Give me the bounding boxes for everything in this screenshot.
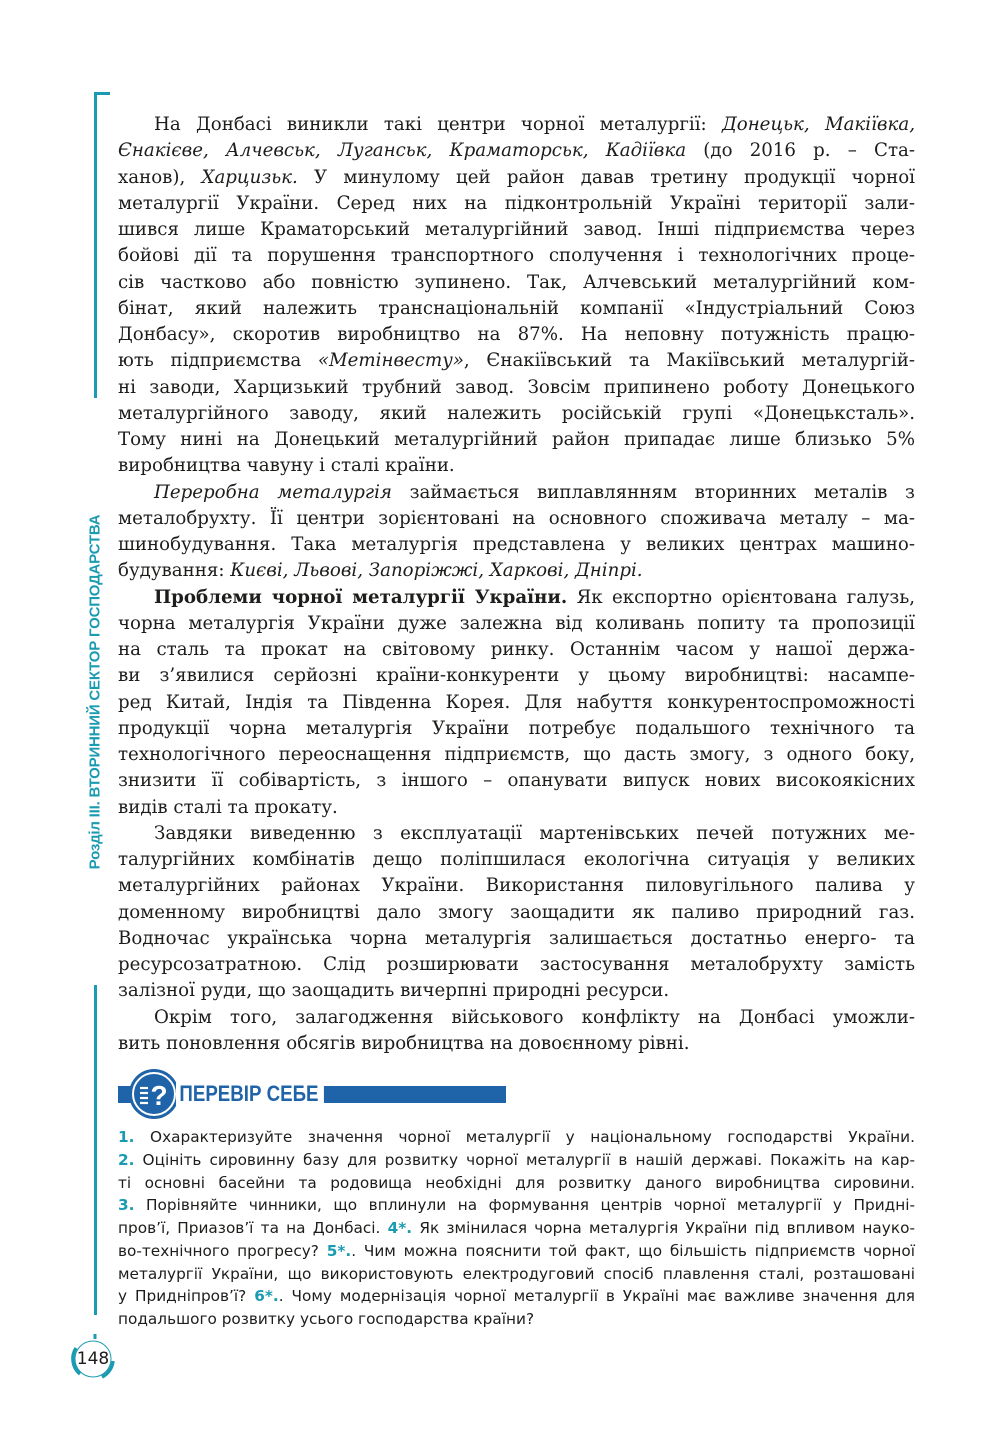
question-number: 2. [118, 1150, 135, 1169]
text-run: сів частково або повністю зупинено. Так, Алчевський металургійний ком- [118, 271, 915, 293]
text-run: вить поновлення обсягів виробництва на довоєнному рівні. [118, 1032, 690, 1054]
text-run: Тому нині на Донецький металургійний район припадає лише близько 5% [118, 429, 915, 450]
text-line [118, 873, 915, 899]
text-line [118, 978, 915, 1004]
text-line [118, 506, 915, 532]
text-run: знизити її собівартість, з іншого – опанувати випуск нових високоякісних [118, 770, 915, 792]
text-run: Оцініть сировинну базу для розвитку чорної металургії в нашій державі. Покажіть на кар- [134, 1150, 915, 1169]
text-line [118, 611, 915, 637]
question-line [118, 1149, 915, 1172]
text-run: Порівняйте чинники, що вплинули на формування центрів чорної металургії у Придні- [134, 1196, 915, 1215]
text-run: Єнакієве, Алчевськ, Луганськ, Краматорськ, Кадіївка [118, 140, 687, 162]
question-line [118, 1126, 915, 1149]
text-run: Переробна металургія [154, 481, 392, 503]
text-line [118, 217, 915, 243]
text-run: Охарактеризуйте значення чорної металургії у національному господарстві України. [134, 1128, 915, 1146]
question-number: 6*. [254, 1287, 279, 1306]
check-yourself-title: ПЕРЕВІР СЕБЕ [176, 1080, 324, 1108]
text-run: займається виплавлянням вторинних металів з [391, 481, 915, 503]
text-run: (до 2016 р. – Ста- [686, 140, 916, 162]
text-run: на сталь та прокат на світовому ринку. Останнім часом у нашої держа- [118, 639, 915, 660]
text-line [118, 663, 915, 689]
question-number: 4*. [387, 1219, 413, 1237]
text-run: доменному виробництві дало змогу заощадити як паливо природний газ. [118, 901, 915, 923]
text-run: ред Китай, Індія та Південна Корея. Для набуття конкурентоспроможності [118, 691, 915, 713]
page-number: 148 [76, 1349, 110, 1369]
text-run: Проблеми чорної металургії України. [154, 586, 568, 608]
check-yourself-header [118, 1068, 506, 1120]
text-line [118, 401, 915, 427]
section-side-label: Розділ III. ВТОРИННИЙ СЕКТОР ГОСПОДАРСТВА [86, 514, 104, 870]
text-run: ресурсозатратною. Слід розширювати застосування металобрухту замість [118, 954, 915, 975]
text-run: металобрухту. Її центри зорієнтовані на основного споживача металу – ма- [118, 507, 915, 529]
text-line [118, 926, 915, 952]
text-run: Як експортно орієнтована галузь, [567, 586, 916, 608]
text-run: Як змінилася чорна металургія України під впливом науко- [412, 1219, 915, 1237]
text-line [118, 637, 915, 663]
text-run: металургії України, що використовують електродуговий спосіб плавлення сталі, розташовані [118, 1264, 915, 1283]
question-line [118, 1217, 915, 1240]
text-run: во-технічного прогресу? [118, 1241, 327, 1260]
question-number: 3. [118, 1196, 135, 1215]
question-number: 5*. [326, 1241, 352, 1260]
text-run: продукції чорна металургія України потребує подальшого технічного та [118, 717, 915, 739]
question-list-icon [128, 1068, 180, 1120]
question-line [118, 1308, 915, 1331]
text-line [118, 375, 915, 401]
text-run: виробництва чавуну і сталі країни. [118, 455, 455, 477]
text-line [118, 952, 915, 978]
text-run: будування: [118, 560, 231, 582]
question-line [118, 1285, 915, 1308]
text-run: бінат, який належить транснаціональній компанії «Індустріальний Союз [118, 297, 915, 319]
text-line [118, 453, 915, 479]
text-run: шинобудування. Така металургія представлена у великих центрах машино- [118, 534, 915, 555]
text-line [118, 847, 915, 873]
text-run: подальшого розвитку усього господарства країни? [118, 1310, 535, 1328]
text-line [118, 532, 915, 558]
question-number: 1. [118, 1128, 135, 1146]
text-run: ті основні басейни та родовища необхідні для розвитку даного виробництва сировини. [118, 1173, 915, 1192]
text-line [118, 112, 915, 138]
text-line [118, 1005, 915, 1031]
text-line [118, 243, 915, 269]
page-number-badge [68, 1334, 118, 1384]
text-run: ви з’явилися серйозні країни-конкуренти у цьому виробництві: насампе- [118, 665, 915, 687]
question-line [118, 1240, 915, 1263]
text-run: У минулому цей район давав третину продукції чорної [297, 166, 915, 188]
text-run: металургійного заводу, який належить російській групі «Донецьксталь». [118, 402, 915, 424]
text-line [118, 1031, 915, 1057]
text-run: Водночас українська чорна металургія залишається достатньо енерго- та [118, 927, 915, 949]
text-line [118, 716, 915, 742]
text-line [118, 742, 915, 768]
text-run: талургійних комбінатів дещо поліпшилася екологічна ситуація у великих [118, 849, 915, 870]
text-run: бойові дії та порушення транспортного сполучення і технологічних проце- [118, 245, 915, 267]
text-line [118, 322, 915, 348]
text-run: видів сталі та прокату. [118, 796, 338, 818]
text-run: металургійних районах України. Використання пиловугільного палива у [118, 875, 915, 897]
text-line [118, 558, 915, 584]
text-line [118, 900, 915, 926]
question-line [118, 1263, 915, 1286]
text-run: у Придніпров’ї? [118, 1287, 255, 1306]
text-run: технологічного переоснащення підприємств, що дасть змогу, з одного боку, [118, 744, 915, 765]
text-line [118, 821, 915, 847]
text-run: , Єнакіївський та Макіївський металургій- [463, 350, 915, 372]
text-run: «Метінвесту» [317, 350, 464, 372]
text-run: залізної руди, що заощадить вичерпні природні ресурси. [118, 980, 670, 1002]
text-run: Києві, Львові, Запоріжжі, Харкові, Дніпрі. [230, 560, 643, 582]
text-run: Донбасу», скоротив виробництво на 87%. На неповну потужність працю- [118, 324, 915, 345]
text-run: . Чим можна пояснити той факт, що більшість підприємств чорної [351, 1241, 915, 1260]
svg-text:?: ? [150, 1080, 168, 1111]
text-line [118, 480, 915, 506]
text-line [118, 165, 915, 191]
question-line [118, 1172, 915, 1195]
text-run: Завдяки виведенню з експлуатації мартенівських печей потужних ме- [154, 822, 915, 844]
text-line [118, 768, 915, 794]
text-run: ють підприємства [118, 350, 318, 372]
text-line [118, 795, 915, 821]
text-line [118, 138, 915, 164]
main-text [118, 112, 915, 1057]
text-run: шився лише Краматорський металургійний завод. Інші підприємства через [118, 219, 915, 240]
text-line [118, 348, 915, 374]
margin-line-top [94, 92, 97, 398]
questions-list [118, 1126, 915, 1331]
text-run: пров’ї, Приазов’ї та на Донбасі. [118, 1219, 388, 1237]
text-run: Окрім того, залагодження військового конфлікту на Донбасі уможли- [154, 1006, 915, 1028]
text-line [118, 690, 915, 716]
text-run: Харцизьк. [201, 166, 298, 188]
text-run: Донецьк, Макіївка, [721, 114, 915, 135]
text-run: металургії України. Серед них на підконтрольній Україні території зали- [118, 192, 915, 214]
text-run: чорна металургія України дуже залежна від коливань попиту та пропозиції [118, 612, 915, 634]
text-run: ні заводи, Харцизький трубний завод. Зовсім припинено роботу Донецького [118, 376, 915, 398]
text-line [118, 585, 915, 611]
text-run: На Донбасі виникли такі центри чорної металургії: [154, 114, 722, 135]
text-run: ханов), [118, 166, 202, 188]
text-line [118, 296, 915, 322]
text-line [118, 427, 915, 453]
text-line [118, 191, 915, 217]
text-line [118, 270, 915, 296]
margin-line-bottom [94, 985, 97, 1315]
text-run: . Чому модернізація чорної металургії в Україні має важливе значення для [278, 1287, 916, 1306]
question-line [118, 1194, 915, 1217]
